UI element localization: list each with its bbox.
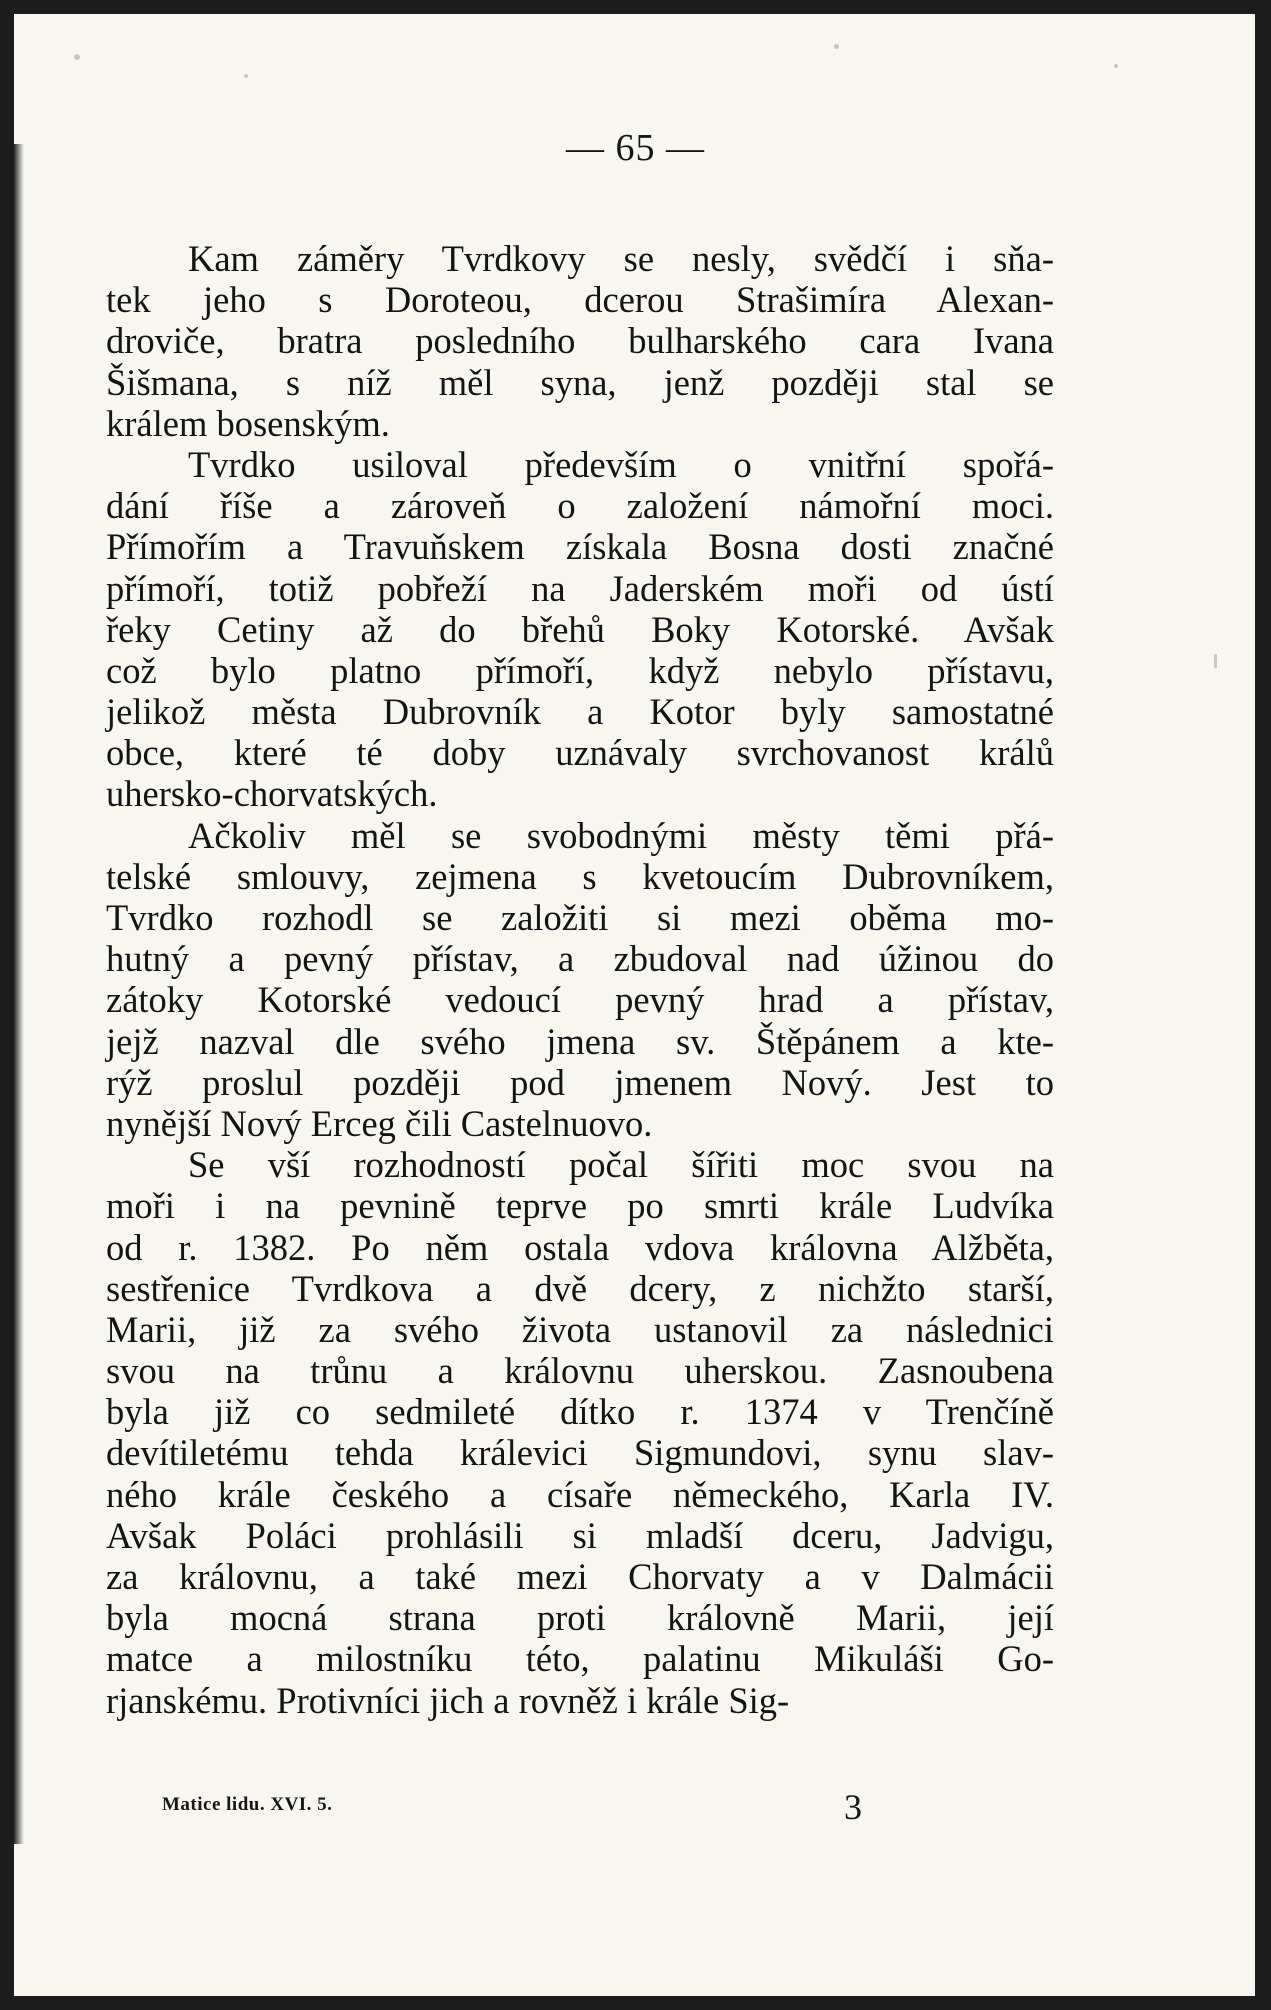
text-line: Tvrdko rozhodl se založiti si mezi oběma mo- [106,897,1054,938]
text-line: králem bosenským. [106,402,390,444]
page-edge-shadow [14,144,24,1844]
text-line: nynější Nový Erceg čili Castelnuovo. [106,1102,653,1144]
text-line: telské smlouvy, zejmena s kvetoucím Dubrovníkem, [106,855,1054,897]
text-line: řeky Cetiny až do břehů Boky Kotorské. Avšak [106,608,1054,650]
text-line: matce a milostníku této, palatinu Mikuláši Go- [106,1638,1054,1680]
text-line: dání říše a zároveň o založení námořní moci. [106,485,1054,527]
text-line: přímoří, totiž pobřeží na Jaderském moři od ústí [106,567,1054,609]
text-line: za královnu, a také mezi Chorvaty a v Dalmácii [106,1556,1054,1597]
text-line: Tvrdko usiloval především o vnitřní spořá- [188,443,1054,485]
sheet-number: 3 [844,1787,862,1827]
text-line: svou na trůnu a královnu uherskou. Zasnoubena [106,1350,1054,1392]
paper-speckle [1214,654,1217,668]
text-line: ného krále českého a císaře německého, Karla IV. [106,1473,1054,1515]
text-line: což bylo platno přímoří, když nebylo přístavu, [106,649,1054,691]
text-line: jelikož města Dubrovník a Kotor byly samostatné [106,691,1054,733]
paper-speckle [1114,64,1118,68]
text-line: obce, které té doby uznávaly svrchovanost králů [106,732,1054,774]
text-line: rýž proslul později pod jmenem Nový. Jest to [106,1061,1054,1103]
text-line: rjanskému. Protivníci jich a rovněž i krále Sig- [106,1679,790,1721]
paper-speckle [74,54,80,60]
text-line: jejž nazval dle svého jmena sv. Štěpánem a kte- [106,1020,1054,1062]
text-line: od r. 1382. Po něm ostala vdova královna Alžběta, [106,1226,1054,1268]
page-footer [106,1787,1054,1830]
text-line: Ačkoliv měl se svobodnými městy těmi přá- [188,814,1054,856]
printer-signature: Matice lidu. XVI. 5. [162,1794,333,1815]
book-page [14,14,1255,1996]
text-line: Přímořím a Travuňskem získala Bosna dosti značné [106,526,1054,568]
text-line: sestřenice Tvrdkova a dvě dcery, z nichžto starší, [106,1267,1054,1309]
text-line: byla mocná strana proti královně Marii, její [106,1597,1054,1639]
body-text [106,238,1054,1721]
text-line: byla již co sedmileté dítko r. 1374 v Trenčíně [106,1391,1054,1433]
text-line: zátoky Kotorské vedoucí pevný hrad a přístav, [106,979,1054,1021]
text-line: Marii, již za svého života ustanovil za následnici [106,1308,1054,1350]
text-line: devítiletému tehda králevici Sigmundovi, synu slav- [106,1432,1054,1474]
text-line: hutný a pevný přístav, a zbudoval nad úžinou do [106,938,1054,980]
text-line: Kam záměry Tvrdkovy se nesly, svědčí i sňa- [188,238,1054,279]
text-line: Šišmana, s níž měl syna, jenž později stal se [106,361,1054,403]
paper-speckle [244,74,248,78]
paper-speckle [834,44,839,49]
text-line: droviče, bratra posledního bulharského cara Ivana [106,320,1054,362]
text-line: uhersko-chorvatských. [106,773,438,815]
text-line: tek jeho s Doroteou, dcerou Strašimíra Alexan- [106,279,1054,321]
text-line: Se vší rozhodností počal šířiti moc svou na [188,1144,1054,1186]
page-number: — 65 — [566,127,705,169]
text-line: Avšak Poláci prohlásili si mladší dceru, Jadvigu, [106,1514,1054,1556]
text-line: moři i na pevnině teprve po smrti krále Ludvíka [106,1185,1054,1227]
